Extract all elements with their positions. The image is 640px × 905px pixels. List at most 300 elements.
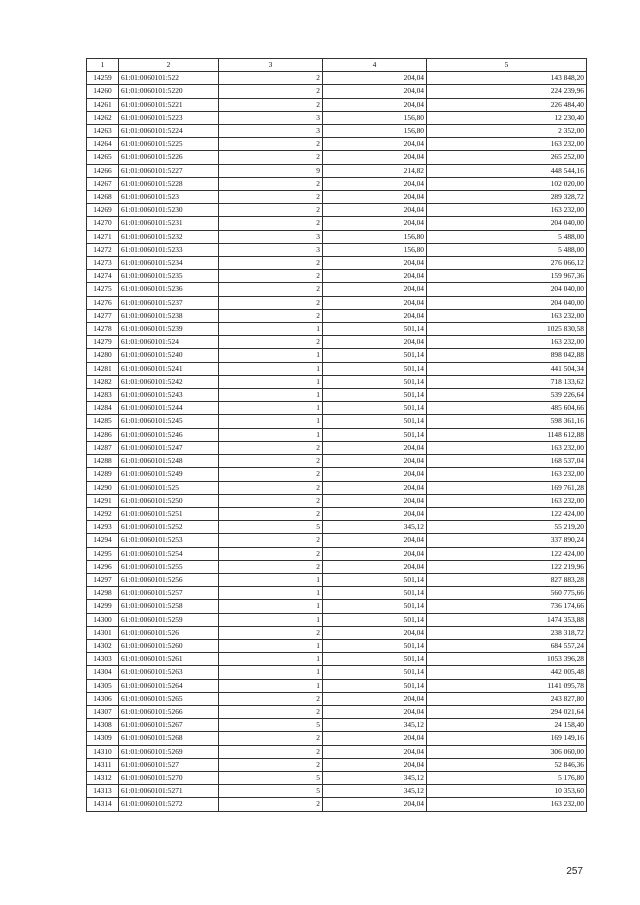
value-cell: 485 604,66 <box>427 402 587 415</box>
value-cell: 143 848,20 <box>427 72 587 85</box>
value-cell: 441 504,34 <box>427 362 587 375</box>
value-cell: 736 174,66 <box>427 600 587 613</box>
table-row <box>87 296 587 309</box>
table-row <box>87 204 587 217</box>
rate-cell: 156,80 <box>323 111 427 124</box>
row-number-cell: 14287 <box>87 441 119 454</box>
rate-cell: 204,04 <box>323 758 427 771</box>
rate-cell: 204,04 <box>323 507 427 520</box>
rate-cell: 214,82 <box>323 164 427 177</box>
table-row <box>87 481 587 494</box>
cadastral-number-cell: 61:01:0060101:5230 <box>119 204 219 217</box>
table-row <box>87 177 587 190</box>
rate-cell: 204,04 <box>323 534 427 547</box>
row-number-cell: 14294 <box>87 534 119 547</box>
cadastral-number-cell: 61:01:0060101:5247 <box>119 441 219 454</box>
rate-cell: 204,04 <box>323 560 427 573</box>
count-cell: 3 <box>219 125 323 138</box>
count-cell: 1 <box>219 653 323 666</box>
cadastral-number-cell: 61:01:0060101:525 <box>119 481 219 494</box>
cadastral-number-cell: 61:01:0060101:5263 <box>119 666 219 679</box>
count-cell: 1 <box>219 573 323 586</box>
page-number: 257 <box>566 866 583 877</box>
value-cell: 163 232,00 <box>427 336 587 349</box>
rate-cell: 204,04 <box>323 705 427 718</box>
rate-cell: 501,14 <box>323 573 427 586</box>
count-cell: 1 <box>219 587 323 600</box>
value-cell: 5 488,00 <box>427 243 587 256</box>
cadastral-number-cell: 61:01:0060101:5220 <box>119 85 219 98</box>
table-row <box>87 455 587 468</box>
count-cell: 2 <box>219 204 323 217</box>
row-number-cell: 14280 <box>87 349 119 362</box>
table-row <box>87 138 587 151</box>
count-cell: 1 <box>219 613 323 626</box>
count-cell: 2 <box>219 732 323 745</box>
rate-cell: 204,04 <box>323 98 427 111</box>
cadastral-number-cell: 61:01:0060101:5267 <box>119 719 219 732</box>
cadastral-number-cell: 61:01:0060101:5223 <box>119 111 219 124</box>
cadastral-number-cell: 61:01:0060101:5226 <box>119 151 219 164</box>
count-cell: 2 <box>219 72 323 85</box>
row-number-cell: 14267 <box>87 177 119 190</box>
table-row <box>87 428 587 441</box>
rate-cell: 204,04 <box>323 732 427 745</box>
row-number-cell: 14314 <box>87 798 119 811</box>
cadastral-number-cell: 61:01:0060101:5224 <box>119 125 219 138</box>
count-cell: 5 <box>219 719 323 732</box>
value-cell: 1025 830,58 <box>427 323 587 336</box>
rate-cell: 204,04 <box>323 138 427 151</box>
value-cell: 122 424,00 <box>427 547 587 560</box>
row-number-cell: 14279 <box>87 336 119 349</box>
cadastral-number-cell: 61:01:0060101:5256 <box>119 573 219 586</box>
count-cell: 1 <box>219 639 323 652</box>
table-row <box>87 732 587 745</box>
table-row <box>87 468 587 481</box>
table-row <box>87 771 587 784</box>
cadastral-number-cell: 61:01:0060101:5232 <box>119 230 219 243</box>
rate-cell: 345,12 <box>323 521 427 534</box>
table-row <box>87 375 587 388</box>
cadastral-number-cell: 61:01:0060101:5234 <box>119 257 219 270</box>
row-number-cell: 14300 <box>87 613 119 626</box>
value-cell: 442 005,48 <box>427 666 587 679</box>
value-cell: 204 040,00 <box>427 296 587 309</box>
table-row <box>87 389 587 402</box>
row-number-cell: 14265 <box>87 151 119 164</box>
table-row <box>87 494 587 507</box>
cadastral-number-cell: 61:01:0060101:5233 <box>119 243 219 256</box>
column-header-1: 1 <box>87 59 119 72</box>
count-cell: 3 <box>219 111 323 124</box>
value-cell: 238 318,72 <box>427 626 587 639</box>
value-cell: 159 967,36 <box>427 270 587 283</box>
cadastral-number-cell: 61:01:0060101:5249 <box>119 468 219 481</box>
value-cell: 1148 612,88 <box>427 428 587 441</box>
rate-cell: 204,04 <box>323 626 427 639</box>
rate-cell: 204,04 <box>323 494 427 507</box>
row-number-cell: 14308 <box>87 719 119 732</box>
cadastral-number-cell: 61:01:0060101:5251 <box>119 507 219 520</box>
rate-cell: 204,04 <box>323 204 427 217</box>
column-header-5: 5 <box>427 59 587 72</box>
cadastral-number-cell: 61:01:0060101:5236 <box>119 283 219 296</box>
count-cell: 2 <box>219 547 323 560</box>
count-cell: 2 <box>219 217 323 230</box>
cadastral-number-cell: 61:01:0060101:5243 <box>119 389 219 402</box>
value-cell: 718 133,62 <box>427 375 587 388</box>
table-row <box>87 639 587 652</box>
count-cell: 2 <box>219 98 323 111</box>
rate-cell: 204,04 <box>323 468 427 481</box>
cadastral-number-cell: 61:01:0060101:5246 <box>119 428 219 441</box>
row-number-cell: 14270 <box>87 217 119 230</box>
value-cell: 169 761,28 <box>427 481 587 494</box>
data-table <box>86 58 587 812</box>
rate-cell: 204,04 <box>323 283 427 296</box>
row-number-cell: 14264 <box>87 138 119 151</box>
cadastral-number-cell: 61:01:0060101:523 <box>119 191 219 204</box>
table-row <box>87 745 587 758</box>
rate-cell: 204,04 <box>323 72 427 85</box>
row-number-cell: 14311 <box>87 758 119 771</box>
table-row <box>87 309 587 322</box>
value-cell: 827 883,28 <box>427 573 587 586</box>
value-cell: 24 158,40 <box>427 719 587 732</box>
table-row <box>87 257 587 270</box>
table-row <box>87 692 587 705</box>
value-cell: 204 040,00 <box>427 217 587 230</box>
row-number-cell: 14259 <box>87 72 119 85</box>
table-row <box>87 547 587 560</box>
cadastral-number-cell: 61:01:0060101:5231 <box>119 217 219 230</box>
rate-cell: 156,80 <box>323 125 427 138</box>
row-number-cell: 14269 <box>87 204 119 217</box>
cadastral-number-cell: 61:01:0060101:5266 <box>119 705 219 718</box>
rate-cell: 204,04 <box>323 217 427 230</box>
value-cell: 1141 095,78 <box>427 679 587 692</box>
value-cell: 539 226,64 <box>427 389 587 402</box>
row-number-cell: 14263 <box>87 125 119 138</box>
rate-cell: 204,04 <box>323 151 427 164</box>
value-cell: 560 775,66 <box>427 587 587 600</box>
count-cell: 2 <box>219 758 323 771</box>
table-row <box>87 151 587 164</box>
table-row <box>87 534 587 547</box>
table-row <box>87 323 587 336</box>
row-number-cell: 14272 <box>87 243 119 256</box>
count-cell: 2 <box>219 296 323 309</box>
count-cell: 2 <box>219 494 323 507</box>
cadastral-number-cell: 61:01:0060101:5261 <box>119 653 219 666</box>
cadastral-number-cell: 61:01:0060101:527 <box>119 758 219 771</box>
cadastral-number-cell: 61:01:0060101:5269 <box>119 745 219 758</box>
value-cell: 265 252,00 <box>427 151 587 164</box>
count-cell: 1 <box>219 428 323 441</box>
count-cell: 2 <box>219 560 323 573</box>
row-number-cell: 14293 <box>87 521 119 534</box>
row-number-cell: 14282 <box>87 375 119 388</box>
cadastral-number-cell: 61:01:0060101:5268 <box>119 732 219 745</box>
rate-cell: 204,04 <box>323 336 427 349</box>
rate-cell: 204,04 <box>323 481 427 494</box>
table-row <box>87 507 587 520</box>
table-row <box>87 125 587 138</box>
table-row <box>87 560 587 573</box>
row-number-cell: 14296 <box>87 560 119 573</box>
cadastral-number-cell: 61:01:0060101:526 <box>119 626 219 639</box>
row-number-cell: 14291 <box>87 494 119 507</box>
count-cell: 1 <box>219 679 323 692</box>
cadastral-number-cell: 61:01:0060101:5257 <box>119 587 219 600</box>
value-cell: 224 239,96 <box>427 85 587 98</box>
value-cell: 2 352,00 <box>427 125 587 138</box>
cadastral-number-cell: 61:01:0060101:5238 <box>119 309 219 322</box>
table-row <box>87 719 587 732</box>
value-cell: 1053 396,28 <box>427 653 587 666</box>
rate-cell: 345,12 <box>323 785 427 798</box>
table-row <box>87 191 587 204</box>
rate-cell: 204,04 <box>323 441 427 454</box>
rate-cell: 501,14 <box>323 600 427 613</box>
count-cell: 2 <box>219 177 323 190</box>
table-row <box>87 573 587 586</box>
table-row <box>87 336 587 349</box>
table-row <box>87 111 587 124</box>
value-cell: 163 232,00 <box>427 494 587 507</box>
row-number-cell: 14275 <box>87 283 119 296</box>
count-cell: 2 <box>219 336 323 349</box>
table-row <box>87 798 587 811</box>
cadastral-number-cell: 61:01:0060101:5259 <box>119 613 219 626</box>
row-number-cell: 14309 <box>87 732 119 745</box>
rate-cell: 345,12 <box>323 719 427 732</box>
value-cell: 5 488,00 <box>427 230 587 243</box>
row-number-cell: 14284 <box>87 402 119 415</box>
value-cell: 289 328,72 <box>427 191 587 204</box>
table-row <box>87 613 587 626</box>
count-cell: 2 <box>219 270 323 283</box>
value-cell: 163 232,00 <box>427 798 587 811</box>
cadastral-number-cell: 61:01:0060101:5244 <box>119 402 219 415</box>
count-cell: 2 <box>219 191 323 204</box>
row-number-cell: 14261 <box>87 98 119 111</box>
value-cell: 163 232,00 <box>427 468 587 481</box>
count-cell: 2 <box>219 441 323 454</box>
table-row <box>87 600 587 613</box>
rate-cell: 501,14 <box>323 323 427 336</box>
table-row <box>87 243 587 256</box>
row-number-cell: 14268 <box>87 191 119 204</box>
count-cell: 2 <box>219 138 323 151</box>
rate-cell: 156,80 <box>323 243 427 256</box>
value-cell: 294 021,64 <box>427 705 587 718</box>
count-cell: 1 <box>219 362 323 375</box>
count-cell: 5 <box>219 771 323 784</box>
count-cell: 2 <box>219 283 323 296</box>
cadastral-number-cell: 61:01:0060101:5254 <box>119 547 219 560</box>
rate-cell: 501,14 <box>323 587 427 600</box>
cadastral-number-cell: 61:01:0060101:522 <box>119 72 219 85</box>
row-number-cell: 14302 <box>87 639 119 652</box>
row-number-cell: 14271 <box>87 230 119 243</box>
row-number-cell: 14277 <box>87 309 119 322</box>
rate-cell: 501,14 <box>323 653 427 666</box>
cadastral-number-cell: 61:01:0060101:5237 <box>119 296 219 309</box>
row-number-cell: 14262 <box>87 111 119 124</box>
row-number-cell: 14285 <box>87 415 119 428</box>
value-cell: 204 040,00 <box>427 283 587 296</box>
row-number-cell: 14306 <box>87 692 119 705</box>
table-row <box>87 679 587 692</box>
count-cell: 2 <box>219 85 323 98</box>
cadastral-number-cell: 61:01:0060101:5221 <box>119 98 219 111</box>
rate-cell: 501,14 <box>323 349 427 362</box>
row-number-cell: 14307 <box>87 705 119 718</box>
table-row <box>87 785 587 798</box>
row-number-cell: 14297 <box>87 573 119 586</box>
rate-cell: 204,04 <box>323 692 427 705</box>
value-cell: 168 537,04 <box>427 455 587 468</box>
row-number-cell: 14290 <box>87 481 119 494</box>
count-cell: 2 <box>219 705 323 718</box>
value-cell: 55 219,20 <box>427 521 587 534</box>
rate-cell: 204,04 <box>323 177 427 190</box>
table-row <box>87 98 587 111</box>
rate-cell: 204,04 <box>323 547 427 560</box>
count-cell: 2 <box>219 309 323 322</box>
rate-cell: 204,04 <box>323 191 427 204</box>
count-cell: 2 <box>219 507 323 520</box>
cadastral-number-cell: 61:01:0060101:5228 <box>119 177 219 190</box>
table-row <box>87 283 587 296</box>
row-number-cell: 14274 <box>87 270 119 283</box>
value-cell: 1474 353,88 <box>427 613 587 626</box>
count-cell: 2 <box>219 481 323 494</box>
value-cell: 5 176,80 <box>427 771 587 784</box>
rate-cell: 204,04 <box>323 798 427 811</box>
table-row <box>87 230 587 243</box>
table-row <box>87 626 587 639</box>
count-cell: 1 <box>219 415 323 428</box>
value-cell: 684 557,24 <box>427 639 587 652</box>
value-cell: 122 424,00 <box>427 507 587 520</box>
cadastral-number-cell: 61:01:0060101:5260 <box>119 639 219 652</box>
value-cell: 102 020,00 <box>427 177 587 190</box>
count-cell: 2 <box>219 468 323 481</box>
count-cell: 9 <box>219 164 323 177</box>
count-cell: 2 <box>219 745 323 758</box>
row-number-cell: 14281 <box>87 362 119 375</box>
count-cell: 2 <box>219 257 323 270</box>
cadastral-number-cell: 61:01:0060101:5240 <box>119 349 219 362</box>
column-header-3: 3 <box>219 59 323 72</box>
table-row <box>87 415 587 428</box>
table-row <box>87 217 587 230</box>
cadastral-number-cell: 61:01:0060101:5242 <box>119 375 219 388</box>
row-number-cell: 14286 <box>87 428 119 441</box>
count-cell: 2 <box>219 798 323 811</box>
cadastral-number-cell: 61:01:0060101:5253 <box>119 534 219 547</box>
table-row <box>87 666 587 679</box>
value-cell: 598 361,16 <box>427 415 587 428</box>
table-body <box>87 72 587 811</box>
row-number-cell: 14266 <box>87 164 119 177</box>
row-number-cell: 14289 <box>87 468 119 481</box>
table-row <box>87 441 587 454</box>
value-cell: 12 230,40 <box>427 111 587 124</box>
cadastral-number-cell: 61:01:0060101:5239 <box>119 323 219 336</box>
cadastral-number-cell: 61:01:0060101:5271 <box>119 785 219 798</box>
row-number-cell: 14295 <box>87 547 119 560</box>
cadastral-number-cell: 61:01:0060101:5225 <box>119 138 219 151</box>
row-number-cell: 14305 <box>87 679 119 692</box>
rate-cell: 501,14 <box>323 362 427 375</box>
table-row <box>87 653 587 666</box>
rate-cell: 501,14 <box>323 613 427 626</box>
column-header-4: 4 <box>323 59 427 72</box>
table-row <box>87 587 587 600</box>
count-cell: 3 <box>219 230 323 243</box>
table-row <box>87 72 587 85</box>
count-cell: 5 <box>219 785 323 798</box>
row-number-cell: 14312 <box>87 771 119 784</box>
value-cell: 448 544,16 <box>427 164 587 177</box>
value-cell: 898 042,88 <box>427 349 587 362</box>
value-cell: 169 149,16 <box>427 732 587 745</box>
value-cell: 10 353,60 <box>427 785 587 798</box>
cadastral-number-cell: 61:01:0060101:5252 <box>119 521 219 534</box>
value-cell: 276 066,12 <box>427 257 587 270</box>
cadastral-number-cell: 61:01:0060101:5248 <box>119 455 219 468</box>
row-number-cell: 14301 <box>87 626 119 639</box>
value-cell: 226 484,40 <box>427 98 587 111</box>
cadastral-number-cell: 61:01:0060101:5250 <box>119 494 219 507</box>
value-cell: 306 060,00 <box>427 745 587 758</box>
value-cell: 337 890,24 <box>427 534 587 547</box>
table-row <box>87 705 587 718</box>
table-row <box>87 349 587 362</box>
cadastral-number-cell: 61:01:0060101:5227 <box>119 164 219 177</box>
cadastral-number-cell: 61:01:0060101:5270 <box>119 771 219 784</box>
table-header-row <box>87 59 587 72</box>
value-cell: 163 232,00 <box>427 441 587 454</box>
row-number-cell: 14260 <box>87 85 119 98</box>
count-cell: 1 <box>219 600 323 613</box>
row-number-cell: 14298 <box>87 587 119 600</box>
row-number-cell: 14273 <box>87 257 119 270</box>
table-row <box>87 164 587 177</box>
table-row <box>87 402 587 415</box>
count-cell: 1 <box>219 375 323 388</box>
table-row <box>87 758 587 771</box>
row-number-cell: 14310 <box>87 745 119 758</box>
rate-cell: 501,14 <box>323 415 427 428</box>
count-cell: 2 <box>219 534 323 547</box>
value-cell: 52 846,36 <box>427 758 587 771</box>
rate-cell: 204,04 <box>323 270 427 283</box>
rate-cell: 501,14 <box>323 428 427 441</box>
cadastral-number-cell: 61:01:0060101:5241 <box>119 362 219 375</box>
value-cell: 163 232,00 <box>427 138 587 151</box>
rate-cell: 156,80 <box>323 230 427 243</box>
row-number-cell: 14299 <box>87 600 119 613</box>
rate-cell: 501,14 <box>323 389 427 402</box>
count-cell: 1 <box>219 349 323 362</box>
count-cell: 5 <box>219 521 323 534</box>
cadastral-number-cell: 61:01:0060101:5255 <box>119 560 219 573</box>
